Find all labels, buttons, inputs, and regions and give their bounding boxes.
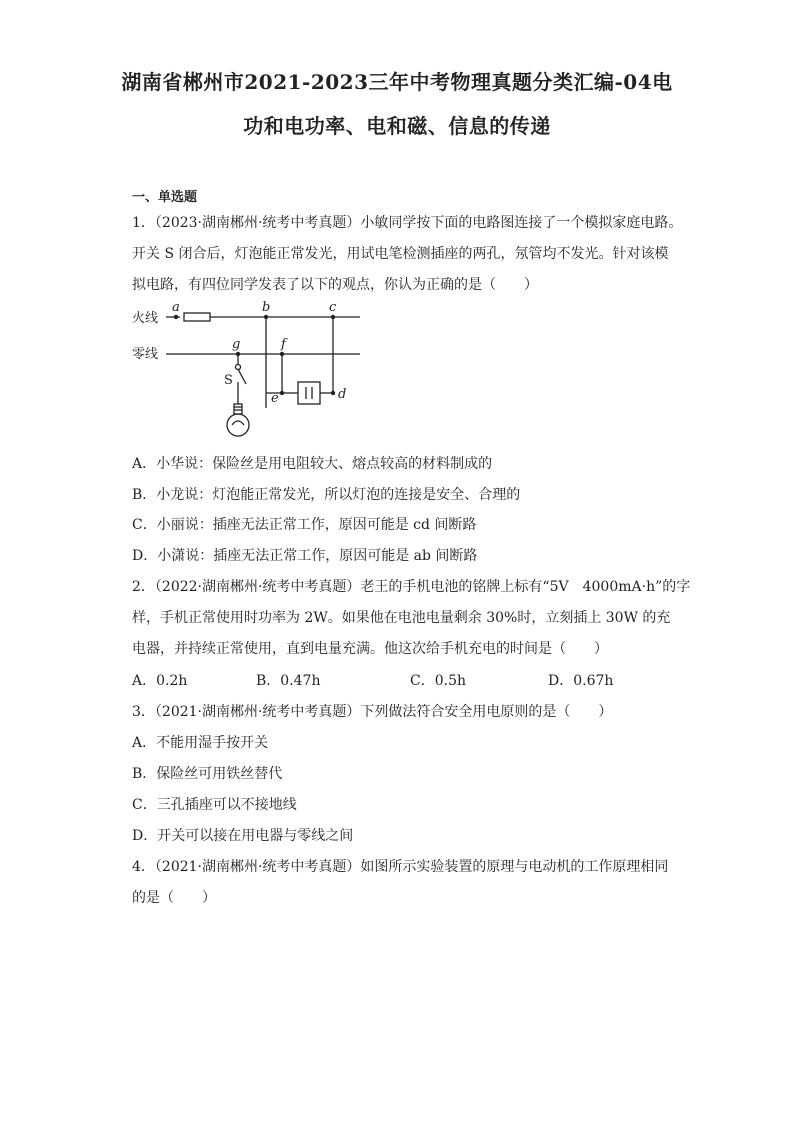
- section-heading: 一、单选题: [132, 190, 198, 205]
- label-g: g: [232, 337, 241, 352]
- q2-text-line-1: 2．（2022·湖南郴州·统考中考真题）老王的手机电池的铭牌上标有“5V 4000mA·h”的字: [132, 579, 691, 595]
- q3-option-c[interactable]: C．三孔插座可以不接地线: [132, 797, 297, 813]
- q2-option-b[interactable]: B．0.47h: [256, 673, 321, 689]
- label-switch-s: S: [224, 373, 233, 388]
- q2-text-line-2: 样，手机正常使用时功率为 2W。如果他在电池电量剩余 30%时，立刻插上 30W 的充: [132, 610, 671, 626]
- q2-option-c[interactable]: C．0.5h: [410, 673, 466, 689]
- label-a: a: [172, 300, 180, 315]
- q3-option-d[interactable]: D．开关可以接在用电器与零线之间: [132, 828, 354, 844]
- q2-text-line-3: 电器，并持续正常使用，直到电量充满。他这次给手机充电的时间是（ ）: [132, 641, 608, 657]
- document-title-line-1: 湖南省郴州市2021-2023三年中考物理真题分类汇编-04电: [121, 70, 673, 94]
- q2-option-d[interactable]: D．0.67h: [548, 673, 614, 689]
- lamp-filament: [232, 421, 244, 425]
- label-d: d: [338, 387, 347, 402]
- node-b: [264, 315, 268, 319]
- q1-option-d[interactable]: D．小潇说：插座无法正常工作，原因可能是 ab 间断路: [132, 548, 478, 564]
- socket-box: [298, 382, 320, 404]
- q4-text-line-2: 的是（ ）: [132, 890, 216, 906]
- label-e: e: [271, 391, 279, 406]
- q1-text-line-2: 开关 S 闭合后，灯泡能正常发光，用试电笔检测插座的两孔，氖管均不发光。针对该模: [132, 246, 669, 262]
- label-c: c: [329, 300, 337, 315]
- fuse: [184, 313, 210, 321]
- node-g: [236, 352, 240, 356]
- switch-blade: [238, 369, 246, 384]
- q3-text-line-1: 3．（2021·湖南郴州·统考中考真题）下列做法符合安全用电原则的是（ ）: [132, 704, 613, 720]
- q1-option-c[interactable]: C．小丽说：插座无法正常工作，原因可能是 cd 间断路: [132, 517, 477, 533]
- switch-contact-top: [236, 365, 241, 370]
- node-f: [280, 352, 284, 356]
- circuit-diagram: [128, 298, 378, 448]
- q3-option-b[interactable]: B．保险丝可用铁丝替代: [132, 766, 283, 782]
- live-wire-label: 火线: [132, 311, 159, 326]
- q1-text-line-1: 1．（2023·湖南郴州·统考中考真题）小敏同学按下面的电路图连接了一个模拟家庭电路。: [132, 215, 683, 231]
- lamp-base: [234, 404, 242, 414]
- q3-option-a[interactable]: A．不能用湿手按开关: [132, 735, 269, 751]
- q1-text-line-3: 拟电路，有四位同学发表了以下的观点，你认为正确的是（ ）: [132, 277, 538, 293]
- document-title-line-2: 功和电功率、电和磁、信息的传递: [243, 114, 551, 138]
- neutral-wire-label: 零线: [132, 347, 159, 362]
- label-f: f: [281, 337, 286, 352]
- label-b: b: [262, 300, 271, 315]
- node-d: [331, 391, 335, 395]
- node-a: [174, 315, 178, 319]
- q1-option-a[interactable]: A．小华说：保险丝是用电阻较大、熔点较高的材料制成的: [132, 456, 493, 472]
- q4-text-line-1: 4．（2021·湖南郴州·统考中考真题）如图所示实验装置的原理与电动机的工作原理相同: [132, 859, 669, 875]
- lamp-bulb: [227, 414, 249, 436]
- q1-option-b[interactable]: B．小龙说：灯泡能正常发光，所以灯泡的连接是安全、合理的: [132, 487, 521, 503]
- node-e: [280, 391, 284, 395]
- q2-option-a[interactable]: A．0.2h: [132, 673, 188, 689]
- node-c: [331, 315, 335, 319]
